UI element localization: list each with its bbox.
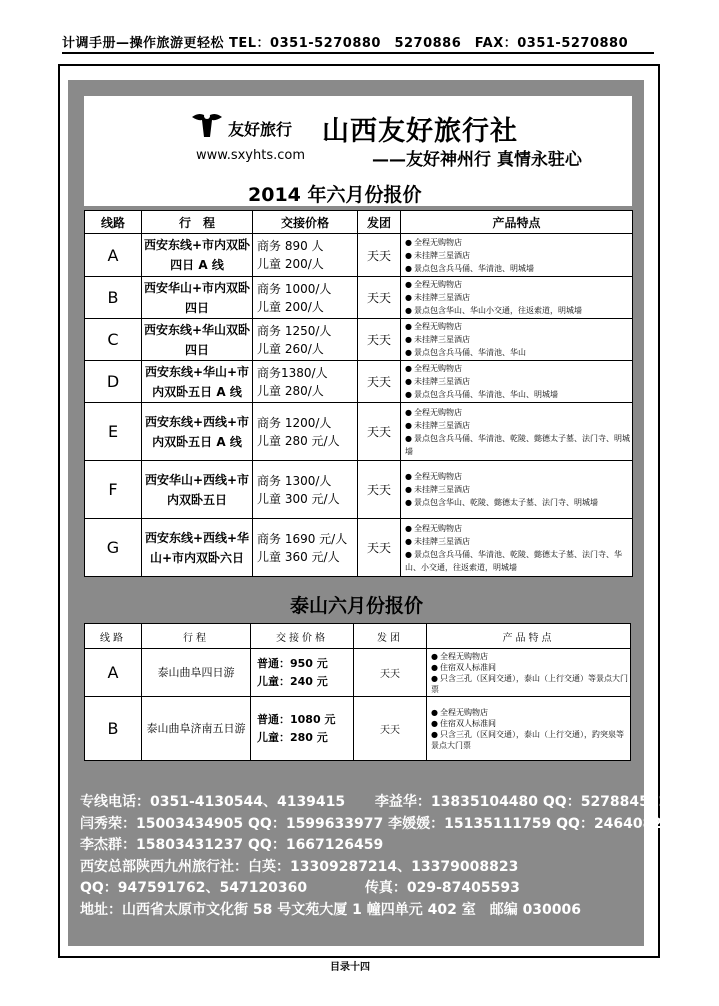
col-header: 行程 [142, 624, 251, 649]
features-cell [401, 519, 633, 577]
table-row [85, 461, 633, 519]
feature-item: ● 景点包含兵马俑、华清池、明城墙 [405, 262, 632, 275]
route-name: 泰山曲阜四日游 [142, 649, 251, 697]
table-row [85, 319, 633, 361]
departure: 天天 [358, 319, 401, 361]
adult-price: 普通：950 元 [257, 656, 328, 670]
contact-block [80, 792, 691, 921]
col-header: 线路 [85, 624, 142, 649]
feature-item: ● 全程无购物店 [405, 320, 632, 333]
price-cell [253, 361, 358, 403]
feature-item: ● 全程无购物店 [405, 470, 632, 483]
contact-row: 西安总部陕西九州旅行社：白英：13309287214、13379008823 [80, 858, 519, 875]
table-header-row [85, 624, 631, 649]
departure: 天天 [358, 277, 401, 319]
price-cell [253, 277, 358, 319]
child-price: 儿童 260/人 [257, 341, 324, 356]
child-price: 儿童：280 元 [257, 730, 328, 744]
child-price: 儿童 200/人 [257, 257, 324, 271]
child-price: 儿童 360 元/人 [257, 549, 340, 564]
feature-item: ● 全程无购物店 [405, 522, 632, 535]
feature-item: ● 未挂牌三星酒店 [405, 291, 632, 304]
price-cell [253, 403, 358, 461]
child-price: 儿童 280 元/人 [257, 433, 340, 448]
feature-item: ● 只含三孔（区间交通），泰山（上行交通）等景点大门票 [431, 673, 630, 695]
feature-item: ● 未挂牌三星酒店 [405, 483, 632, 496]
route-code: D [85, 361, 142, 403]
features-cell [401, 234, 633, 277]
route-code: A [85, 234, 142, 277]
feature-item: ● 未挂牌三星酒店 [405, 249, 632, 262]
departure: 天天 [358, 361, 401, 403]
feature-item: ● 景点包含兵马俑、华清池、乾陵、懿德太子墓、法门寺、明城墙 [405, 432, 632, 458]
features-cell [401, 403, 633, 461]
child-price: 儿童：240 元 [257, 674, 328, 688]
table-row [85, 277, 633, 319]
feature-item: ● 住宿双人标准间 [431, 718, 630, 729]
route-code: B [85, 277, 142, 319]
col-header: 产品特点 [401, 211, 633, 234]
website-url[interactable]: www.sxyhts.com [196, 148, 306, 163]
departure: 天天 [354, 649, 427, 697]
feature-item: ● 住宿双人标准间 [431, 662, 630, 673]
price-cell [251, 649, 354, 697]
route-code: F [85, 461, 142, 519]
table-header-row [85, 211, 633, 234]
adult-price: 商务 1300/人 [257, 473, 332, 488]
feature-item: ● 未挂牌三星酒店 [405, 333, 632, 346]
departure: 天天 [358, 461, 401, 519]
features-cell [401, 277, 633, 319]
table-row [85, 361, 633, 403]
feature-item: ● 全程无购物店 [405, 278, 632, 291]
route-name: 泰山曲阜济南五日游 [142, 697, 251, 761]
feature-item: ● 全程无购物店 [405, 236, 632, 249]
child-price: 儿童 280/人 [257, 383, 324, 398]
route-code: G [85, 519, 142, 577]
contact-person: 李益华：13835104480 QQ：527884542 [374, 794, 669, 810]
qq-numbers: QQ：947591762、547120360 [80, 880, 308, 896]
features-cell [401, 361, 633, 403]
contact-row [80, 878, 691, 900]
col-header: 行 程 [142, 211, 253, 234]
table-row [85, 403, 633, 461]
company-name: 山西友好旅行社 [322, 116, 518, 147]
col-header: 发团 [354, 624, 427, 649]
route-name: 西安华山+市内双卧四日 [142, 277, 253, 319]
features-cell [401, 319, 633, 361]
departure: 天天 [358, 234, 401, 277]
page-footer: 目录十四 [330, 962, 370, 973]
adult-price: 商务 1250/人 [257, 323, 332, 338]
contact-row: 闫秀荣：15003434905 QQ：1599633977 李媛媛：15135111759 QQ：2464082460 [80, 815, 692, 832]
route-name: 西安东线+华山双卧四日 [142, 319, 253, 361]
features-cell [401, 461, 633, 519]
adult-price: 商务1380/人 [257, 365, 328, 380]
logo-text: 友好旅行 [228, 120, 293, 139]
feature-item: ● 全程无购物店 [405, 362, 632, 375]
child-price: 儿童 200/人 [257, 299, 324, 314]
table-row [85, 697, 631, 761]
price-title-xian: 2014 年六月份报价 [248, 184, 422, 206]
departure: 天天 [358, 519, 401, 577]
child-price: 儿童 300 元/人 [257, 491, 340, 506]
route-code: A [85, 649, 142, 697]
route-code: C [85, 319, 142, 361]
feature-item: ● 未挂牌三星酒店 [405, 535, 632, 548]
col-header: 交接价格 [253, 211, 358, 234]
col-header: 产品特点 [427, 624, 631, 649]
route-name: 西安东线+市内双卧四日 A 线 [142, 234, 253, 277]
feature-item: ● 只含三孔（区间交通），泰山（上行交通），趵突泉等景点大门票 [431, 729, 630, 751]
route-name: 西安东线+西线+市内双卧五日 A 线 [142, 403, 253, 461]
col-header: 发团 [358, 211, 401, 234]
departure: 天天 [358, 403, 401, 461]
feature-item: ● 景点包含兵马俑、华清池、华山 [405, 346, 632, 359]
contact-row: 李杰群：15803431237 QQ：1667126459 [80, 837, 384, 853]
route-name: 西安华山+西线+市内双卧五日 [142, 461, 253, 519]
adult-price: 商务 1200/人 [257, 415, 332, 430]
price-cell [253, 234, 358, 277]
hotline: 专线电话：0351-4130544、4139415 [80, 794, 346, 810]
features-cell [427, 649, 631, 697]
price-cell [253, 461, 358, 519]
table-row [85, 234, 633, 277]
table-row [85, 519, 633, 577]
route-name: 西安东线+西线+华山+市内双卧六日 [142, 519, 253, 577]
route-code: B [85, 697, 142, 761]
feature-item: ● 景点包含华山、华山小交通，往返索道，明城墙 [405, 304, 632, 317]
price-title-taishan: 泰山六月份报价 [290, 595, 424, 617]
adult-price: 普通：1080 元 [257, 712, 336, 726]
logo-icon [190, 107, 224, 141]
adult-price: 商务 890 人 [257, 239, 324, 253]
departure: 天天 [354, 697, 427, 761]
route-name: 西安东线+华山+市内双卧五日 A 线 [142, 361, 253, 403]
feature-item: ● 全程无购物店 [431, 707, 630, 718]
price-cell [253, 319, 358, 361]
feature-item: ● 景点包含兵马俑、华清池、华山、明城墙 [405, 388, 632, 401]
xian-price-table [84, 210, 633, 577]
adult-price: 商务 1690 元/人 [257, 531, 348, 546]
feature-item: ● 景点包含华山、乾陵、懿德太子墓、法门寺、明城墙 [405, 496, 632, 509]
address: 地址：山西省太原市文化街 58 号文苑大厦 1 幢四单元 402 室 邮编 030006 [80, 901, 582, 918]
route-code: E [85, 403, 142, 461]
taishan-price-table [84, 623, 631, 761]
features-cell [427, 697, 631, 761]
feature-item: ● 未挂牌三星酒店 [405, 375, 632, 388]
col-header: 交接价格 [251, 624, 354, 649]
slogan: ——友好神州行 真情永驻心 [372, 150, 582, 170]
feature-item: ● 全程无购物店 [405, 406, 632, 419]
fax-number: 传真：029-87405593 [364, 880, 520, 896]
feature-item: ● 未挂牌三星酒店 [405, 419, 632, 432]
feature-item: ● 全程无购物店 [431, 651, 630, 662]
col-header: 线路 [85, 211, 142, 234]
contact-row [80, 792, 691, 814]
price-cell [251, 697, 354, 761]
price-cell [253, 519, 358, 577]
table-row [85, 649, 631, 697]
topbar-contact: 计调手册—操作旅游更轻松 TEL：0351-5270880 5270886 FAX：0351-5270880 [62, 32, 654, 54]
adult-price: 商务 1000/人 [257, 281, 332, 296]
feature-item: ● 景点包含兵马俑、华清池、乾陵、懿德太子墓、法门寺、华山、小交通，往返索道，明城墙 [405, 548, 632, 574]
